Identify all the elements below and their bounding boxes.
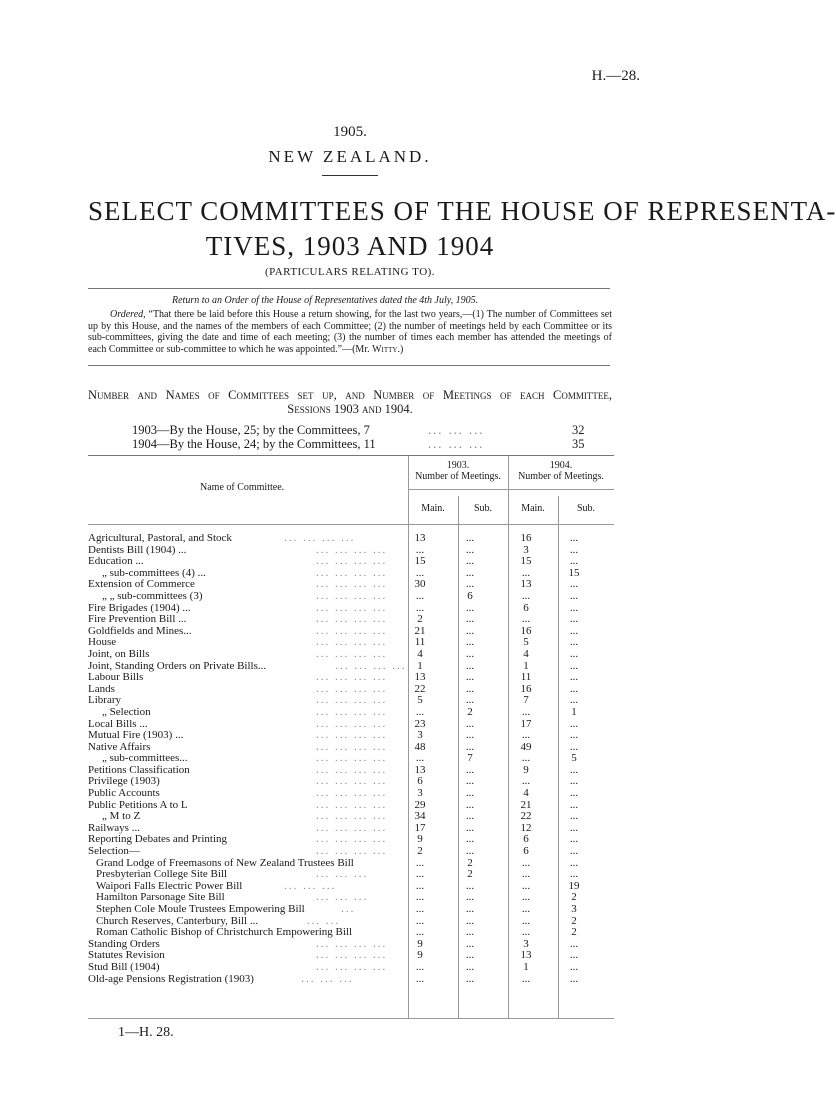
meetings-1904-main: ... [521, 566, 531, 579]
meetings-1903-main: ... [415, 891, 425, 904]
meetings-1903-sub: 6 [467, 589, 473, 602]
committee-name: Hamilton Parsonage Site Bill [96, 891, 225, 904]
dot-leader: ... ... ... ... [335, 659, 407, 672]
dot-leader: ... ... ... ... [316, 647, 388, 660]
meetings-1903-sub: ... [465, 775, 475, 788]
title-line-2: TIVES, 1903 AND 1904 [205, 231, 495, 261]
meetings-1904-main: 12 [520, 821, 532, 834]
meetings-1904-main: 17 [520, 717, 532, 730]
committee-name: Roman Catholic Bishop of Christchurch Empowering Bill [96, 926, 353, 939]
meetings-1903-sub: ... [465, 566, 475, 579]
summary-label: 1903—By the House, 25; by the Committees, 7 [132, 423, 370, 437]
meetings-1904-main: ... [521, 613, 531, 626]
committee-name: Old-age Pensions Registration (1903) [88, 972, 254, 985]
table-row [88, 846, 614, 858]
committee-name: Public Accounts [88, 787, 160, 800]
meetings-1903-sub: 2 [467, 856, 473, 869]
meetings-1904-sub: 5 [571, 752, 577, 765]
committee-table-body [88, 533, 614, 985]
meetings-1903-sub: ... [465, 949, 475, 962]
meetings-1904-main: 4 [523, 787, 529, 800]
committee-name: „ Selection [102, 705, 151, 718]
meetings-1903-main: 13 [414, 763, 426, 776]
table-row [88, 962, 614, 974]
dot-leader: ... ... ... [316, 868, 369, 881]
divider-top [88, 288, 610, 289]
meetings-1903-main: ... [415, 879, 425, 892]
dot-leader: ... ... ... [316, 891, 369, 904]
dot-leader: ... ... ... ... [316, 636, 388, 649]
meetings-1904-main: 6 [523, 833, 529, 846]
country-heading: NEW ZEALAND. [268, 147, 432, 166]
meetings-1903-main: 29 [414, 798, 426, 811]
meetings-1904-sub: ... [569, 845, 579, 858]
header-1903 [408, 460, 508, 482]
meetings-1903-sub: ... [465, 740, 475, 753]
summary-label: 1904—By the House, 24; by the Committees, 11 [132, 437, 376, 451]
meetings-1904-main: ... [521, 589, 531, 602]
meetings-1903-sub: ... [465, 914, 475, 927]
dot-leader: ... ... ... ... [316, 787, 388, 800]
meetings-1903-main: 1 [417, 659, 423, 672]
meetings-1903-sub: ... [465, 972, 475, 985]
committee-name: Fire Prevention Bill ... [88, 613, 187, 626]
meetings-1904-main: 16 [520, 532, 532, 544]
dot-leader: ... ... ... ... [316, 729, 388, 742]
meetings-1903-main: 9 [417, 937, 423, 950]
table-row [88, 533, 614, 545]
dot-leader: ... ... ... ... [316, 810, 388, 823]
table-header-rule [88, 524, 614, 525]
dot-leader: ... ... ... ... [316, 833, 388, 846]
dot-leader: ... ... ... ... [316, 671, 388, 684]
meetings-1904-sub: ... [569, 763, 579, 776]
committee-name: Native Affairs [88, 740, 151, 753]
meetings-1904-sub: ... [569, 856, 579, 869]
dot-leader: ... ... ... ... [316, 740, 388, 753]
subheader-1903-sub: Sub. [473, 503, 493, 514]
header-1903-label: Number of Meetings. [415, 471, 501, 482]
table-group-rule [408, 489, 614, 490]
dot-leader: ... ... ... ... [316, 601, 388, 614]
meetings-1904-sub: ... [569, 937, 579, 950]
divider-bottom [88, 365, 610, 366]
meetings-1904-main: 3 [523, 937, 529, 950]
dot-leader: ... ... ... ... [316, 717, 388, 730]
meetings-1904-main: ... [521, 972, 531, 985]
meetings-1903-main: ... [415, 856, 425, 869]
meetings-1903-sub: ... [465, 821, 475, 834]
meetings-1904-main: 16 [520, 624, 532, 637]
meetings-1903-sub: ... [465, 798, 475, 811]
meetings-1903-sub: ... [465, 903, 475, 915]
meetings-1904-sub: 15 [568, 566, 580, 579]
meetings-1904-main: ... [521, 926, 531, 939]
meetings-1904-sub: ... [569, 798, 579, 811]
meetings-1904-main: 13 [520, 578, 532, 591]
meetings-1903-sub: ... [465, 659, 475, 672]
header-1904 [508, 460, 614, 482]
committee-name: Mutual Fire (1903) ... [88, 729, 184, 742]
committee-name: Dentists Bill (1904) ... [88, 543, 187, 556]
order-body: “That there be laid before this House a return showing, for the last two years,—(1) The number of Committees set up by this House, and the names of the members of each Committee; (2) the number of meetings held by each Committee or its sub-committees, giving the date and time of each meeting; (3) the number of times each member has attended the meetings of each Committee or sub-committee to which he was appointed.”—(Mr. [88, 309, 612, 355]
committee-name: Local Bills ... [88, 717, 148, 730]
meetings-1904-main: 22 [520, 810, 532, 823]
meetings-1903-sub: 2 [467, 868, 473, 881]
summary-heading [88, 388, 612, 416]
meetings-1904-main: ... [521, 868, 531, 881]
committee-name: Lands [88, 682, 115, 695]
subheader-1904-main: Main. [521, 503, 545, 514]
return-order-line: Return to an Order of the House of Representatives dated the 4th July, 1905. [172, 295, 479, 306]
order-member: Witty [372, 343, 398, 355]
meetings-1904-sub: 2 [571, 926, 577, 939]
meetings-1903-sub: ... [465, 891, 475, 904]
meetings-1904-sub: ... [569, 613, 579, 626]
meetings-1903-main: 22 [414, 682, 426, 695]
meetings-1903-sub: ... [465, 787, 475, 800]
meetings-1904-main: 11 [520, 671, 532, 684]
order-lead: Ordered, [110, 309, 146, 320]
meetings-1903-main: ... [415, 543, 425, 556]
table-row [88, 614, 614, 626]
meetings-1903-sub: ... [465, 555, 475, 568]
table-row [88, 904, 614, 916]
meetings-1904-main: 15 [520, 555, 532, 568]
meetings-1903-main: ... [415, 960, 425, 973]
meetings-1903-sub: ... [465, 624, 475, 637]
header-1903-year: 1903. [446, 460, 470, 471]
meetings-1903-main: 6 [417, 775, 423, 788]
meetings-1903-main: 9 [417, 833, 423, 846]
page-reference: H.—28. [591, 68, 640, 84]
meetings-1903-sub: ... [465, 810, 475, 823]
committee-name: Selection— [88, 845, 140, 858]
meetings-1903-main: 48 [414, 740, 426, 753]
meetings-1904-main: ... [521, 775, 531, 788]
meetings-1903-sub: ... [465, 937, 475, 950]
meetings-1904-sub: ... [569, 775, 579, 788]
meetings-1903-sub: ... [465, 578, 475, 591]
meetings-1903-sub: ... [465, 647, 475, 660]
dot-leader: ... ... ... ... [316, 694, 388, 707]
meetings-1904-sub: ... [569, 821, 579, 834]
meetings-1904-main: 6 [523, 845, 529, 858]
dot-leader: ... ... ... ... [316, 578, 388, 591]
committee-name: Public Petitions A to L [88, 798, 188, 811]
meetings-1903-sub: ... [465, 960, 475, 973]
summary-leader: ... ... ... [428, 423, 485, 437]
committee-name: Railways ... [88, 821, 140, 834]
dot-leader: ... ... ... ... [316, 705, 388, 718]
meetings-1904-main: ... [521, 903, 531, 915]
meetings-1904-sub: 1 [571, 705, 577, 718]
table-row [88, 788, 614, 800]
meetings-1904-main: 49 [520, 740, 532, 753]
subtitle: (PARTICULARS RELATING TO). [264, 266, 436, 278]
meetings-1903-main: 3 [417, 787, 423, 800]
short-divider [322, 175, 378, 176]
meetings-1904-main: ... [521, 856, 531, 869]
meetings-1904-main: 1 [523, 960, 529, 973]
meetings-1903-main: 13 [414, 532, 426, 544]
meetings-1904-main: 16 [520, 682, 532, 695]
committee-name: „ „ sub-committees (3) [102, 589, 203, 602]
meetings-1903-main: 5 [417, 694, 423, 707]
meetings-1904-main: ... [521, 705, 531, 718]
table-row [88, 591, 614, 603]
committee-name: Extension of Commerce [88, 578, 195, 591]
meetings-1904-sub: 2 [571, 891, 577, 904]
meetings-1904-sub: ... [569, 810, 579, 823]
table-top-rule [88, 455, 614, 456]
meetings-1904-sub: ... [569, 787, 579, 800]
meetings-1904-sub: ... [569, 624, 579, 637]
table-row [88, 672, 614, 684]
table-header-divider [558, 496, 559, 524]
meetings-1903-sub: ... [465, 845, 475, 858]
meetings-1903-main: 9 [417, 949, 423, 962]
dot-leader: ... ... ... ... [284, 532, 356, 544]
meetings-1904-main: 3 [523, 543, 529, 556]
table-row [88, 649, 614, 661]
committee-name: Statutes Revision [88, 949, 165, 962]
dot-leader: ... ... ... ... [316, 555, 388, 568]
meetings-1903-main: ... [415, 868, 425, 881]
committee-name: „ sub-committees (4) ... [102, 566, 206, 579]
title-line-1: SELECT COMMITTEES OF THE HOUSE OF REPRESENTA- [88, 196, 836, 226]
dot-leader: ... ... ... ... [316, 949, 388, 962]
dot-leader: ... ... ... ... [316, 752, 388, 765]
meetings-1903-main: 15 [414, 555, 426, 568]
committee-name: Petitions Classification [88, 763, 190, 776]
meetings-1903-sub: ... [465, 532, 475, 544]
meetings-1903-sub: 7 [467, 752, 473, 765]
dot-leader: ... ... ... ... [316, 960, 388, 973]
meetings-1904-sub: ... [569, 659, 579, 672]
meetings-1903-main: 17 [414, 821, 426, 834]
dot-leader: ... ... ... ... [316, 543, 388, 556]
committee-name: Labour Bills [88, 671, 144, 684]
meetings-1904-sub: ... [569, 868, 579, 881]
meetings-1904-main: 6 [523, 601, 529, 614]
header-1904-label: Number of Meetings. [518, 471, 604, 482]
meetings-1903-main: ... [415, 589, 425, 602]
document-year: 1905. [333, 124, 367, 140]
summary-heading-line-2: Sessions 1903 and 1904. [287, 402, 413, 416]
meetings-1904-sub: ... [569, 717, 579, 730]
order-paragraph [88, 309, 612, 355]
meetings-1904-sub: ... [569, 589, 579, 602]
meetings-1903-sub: ... [465, 879, 475, 892]
committee-name: Church Reserves, Canterbury, Bill ... [96, 914, 259, 927]
meetings-1904-sub: ... [569, 543, 579, 556]
committee-name-header: Name of Committee. [200, 482, 285, 493]
committee-name: Reporting Debates and Printing [88, 833, 228, 846]
table-row [88, 707, 614, 719]
header-1904-year: 1904. [549, 460, 573, 471]
committee-name: Waipori Falls Electric Power Bill [96, 879, 243, 892]
meetings-1903-main: ... [415, 752, 425, 765]
meetings-1903-main: 23 [414, 717, 426, 730]
meetings-1903-sub: ... [465, 729, 475, 742]
summary-value: 35 [572, 437, 585, 451]
dot-leader: ... ... ... ... [316, 937, 388, 950]
table-header-divider [458, 496, 459, 524]
dot-leader: ... ... ... ... [316, 845, 388, 858]
meetings-1903-sub: ... [465, 601, 475, 614]
committee-name: Grand Lodge of Freemasons of New Zealand Trustees Bill [96, 856, 354, 869]
meetings-1904-main: 1 [523, 659, 529, 672]
meetings-1903-main: ... [415, 903, 425, 915]
dot-leader: ... ... ... ... [316, 763, 388, 776]
meetings-1903-sub: ... [465, 613, 475, 626]
dot-leader: ... ... ... ... [316, 821, 388, 834]
dot-leader: ... ... ... ... [316, 566, 388, 579]
meetings-1904-sub: ... [569, 647, 579, 660]
dot-leader: ... ... ... ... [316, 613, 388, 626]
meetings-1904-main: 21 [520, 798, 532, 811]
meetings-1904-main: 9 [523, 763, 529, 776]
committee-name: Privilege (1903) [88, 775, 160, 788]
meetings-1903-sub: ... [465, 636, 475, 649]
committee-name: Joint, on Bills [88, 647, 150, 660]
committee-name: Stud Bill (1904) [88, 960, 160, 973]
meetings-1903-main: 11 [414, 636, 426, 649]
meetings-1904-sub: 3 [571, 903, 577, 915]
summary-value: 32 [572, 423, 585, 437]
meetings-1904-sub: ... [569, 682, 579, 695]
dot-leader: ... ... ... ... [316, 589, 388, 602]
meetings-1904-sub: ... [569, 601, 579, 614]
meetings-1903-sub: ... [465, 682, 475, 695]
meetings-1903-sub: ... [465, 694, 475, 707]
meetings-1904-sub: ... [569, 740, 579, 753]
subheader-1903-main: Main. [421, 503, 445, 514]
committee-name: „ sub-committees... [102, 752, 188, 765]
meetings-1903-main: ... [415, 601, 425, 614]
meetings-1903-sub: ... [465, 926, 475, 939]
meetings-1904-main: 7 [523, 694, 529, 707]
dot-leader: ... ... ... ... [316, 775, 388, 788]
summary-heading-line-1: Number and Names of Committees set up, and Number of Meetings of each Committee, [88, 388, 612, 402]
meetings-1903-main: ... [415, 914, 425, 927]
meetings-1904-sub: ... [569, 960, 579, 973]
committee-name: Standing Orders [88, 937, 160, 950]
committee-name: „ M to Z [102, 810, 141, 823]
meetings-1904-sub: 19 [568, 879, 580, 892]
meetings-1904-sub: ... [569, 532, 579, 544]
meetings-1904-sub: ... [569, 636, 579, 649]
table-row [88, 730, 614, 742]
meetings-1904-main: 5 [523, 636, 529, 649]
meetings-1904-main: ... [521, 729, 531, 742]
meetings-1903-sub: ... [465, 543, 475, 556]
order-tail: .) [397, 343, 404, 355]
meetings-1904-main: 13 [520, 949, 532, 962]
footer-signature: 1—H. 28. [118, 1025, 174, 1040]
meetings-1904-sub: ... [569, 555, 579, 568]
dot-leader: ... [341, 903, 356, 915]
meetings-1903-main: 2 [417, 845, 423, 858]
meetings-1903-main: 3 [417, 729, 423, 742]
committee-name: Education ... [88, 555, 144, 568]
meetings-1903-main: ... [415, 926, 425, 939]
dot-leader: ... ... ... ... [316, 798, 388, 811]
meetings-1904-main: 4 [523, 647, 529, 660]
dot-leader: ... ... ... ... [316, 682, 388, 695]
meetings-1904-main: ... [521, 914, 531, 927]
meetings-1904-main: ... [521, 752, 531, 765]
committee-name: Goldfields and Mines... [88, 624, 192, 637]
meetings-1903-main: ... [415, 566, 425, 579]
meetings-1904-sub: ... [569, 694, 579, 707]
meetings-1903-sub: ... [465, 833, 475, 846]
meetings-1904-main: ... [521, 891, 531, 904]
meetings-1904-sub: ... [569, 949, 579, 962]
meetings-1904-sub: ... [569, 972, 579, 985]
meetings-1903-main: 34 [414, 810, 426, 823]
committee-name: Stephen Cole Moule Trustees Empowering Bill [96, 903, 305, 915]
summary-leader: ... ... ... [428, 437, 485, 451]
dot-leader: ... ... [306, 914, 341, 927]
meetings-1904-sub: ... [569, 729, 579, 742]
dot-leader: ... ... ... [284, 879, 337, 892]
meetings-1904-sub: ... [569, 671, 579, 684]
dot-leader: ... ... ... [301, 972, 354, 985]
meetings-1903-main: 21 [414, 624, 426, 637]
meetings-1903-main: ... [415, 705, 425, 718]
meetings-1904-sub: 2 [571, 914, 577, 927]
committee-name: Library [88, 694, 121, 707]
committee-name: Agricultural, Pastoral, and Stock [88, 532, 232, 544]
subheader-1904-sub: Sub. [576, 503, 596, 514]
dot-leader: ... ... ... ... [316, 624, 388, 637]
meetings-1903-main: 4 [417, 647, 423, 660]
meetings-1904-sub: ... [569, 578, 579, 591]
committee-name: Joint, Standing Orders on Private Bills... [88, 659, 267, 672]
meetings-1904-sub: ... [569, 833, 579, 846]
meetings-1903-sub: ... [465, 717, 475, 730]
table-row [88, 974, 614, 986]
committee-name: Fire Brigades (1904) ... [88, 601, 191, 614]
committee-name: Presbyterian College Site Bill [96, 868, 228, 881]
committee-name: House [88, 636, 117, 649]
meetings-1903-main: ... [415, 972, 425, 985]
meetings-1903-sub: ... [465, 671, 475, 684]
meetings-1903-sub: 2 [467, 705, 473, 718]
meetings-1903-sub: ... [465, 763, 475, 776]
meetings-1903-main: 30 [414, 578, 426, 591]
meetings-1904-main: ... [521, 879, 531, 892]
meetings-1903-main: 2 [417, 613, 423, 626]
meetings-1903-main: 13 [414, 671, 426, 684]
table-bottom-rule [88, 1018, 614, 1019]
